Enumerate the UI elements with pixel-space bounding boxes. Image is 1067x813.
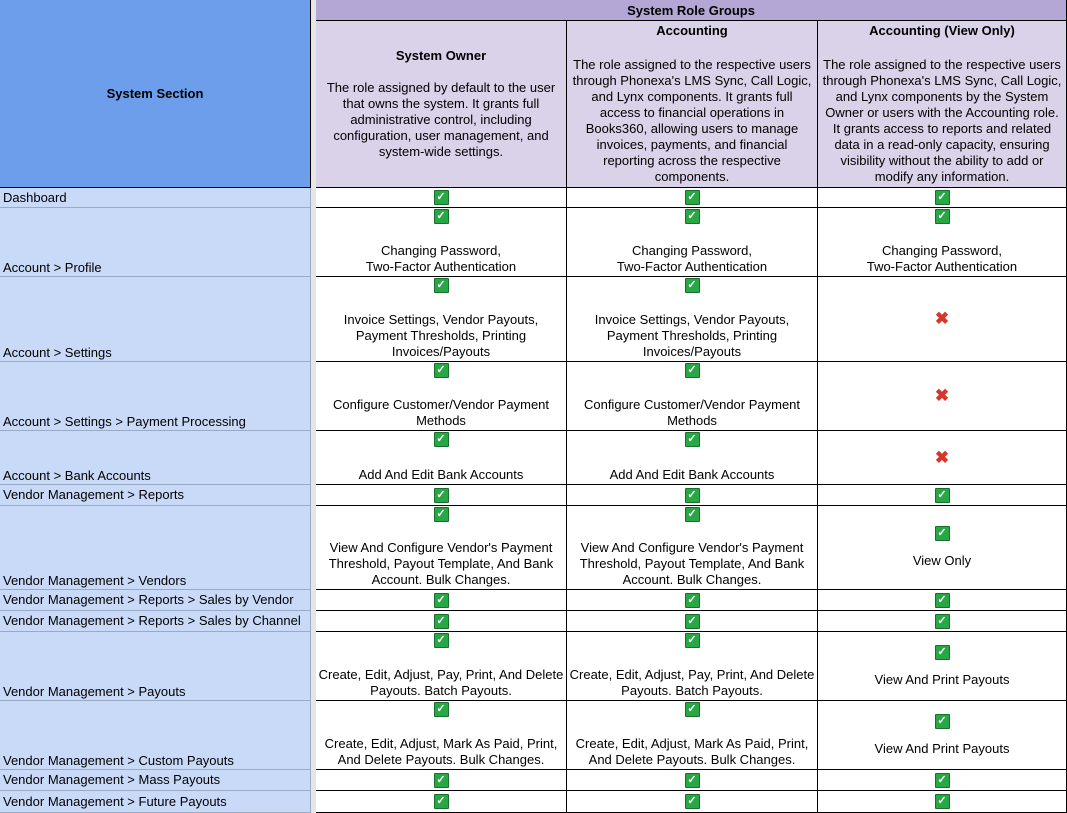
section-cell[interactable] (0, 632, 311, 701)
section-label: Vendor Management > Mass Payouts (3, 772, 221, 787)
check-icon: ✓ (434, 794, 449, 809)
permission-note: Changing Password, Two-Factor Authentication (866, 243, 1018, 274)
check-icon: ✓ (685, 488, 700, 503)
section-label: Vendor Management > Future Payouts (3, 793, 227, 809)
check-icon: ✓ (935, 209, 950, 224)
permission-note: View And Configure Vendor's Payment Threshold, Payout Template, And Bank Account. Bulk Changes. (579, 540, 805, 587)
section-cell[interactable] (0, 431, 311, 485)
permission-cell[interactable] (567, 506, 818, 590)
section-cell[interactable] (0, 791, 311, 813)
check-icon: ✓ (685, 773, 700, 788)
check-icon: ✓ (935, 488, 950, 503)
permission-cell[interactable] (567, 701, 818, 770)
check-icon: ✓ (935, 593, 950, 608)
check-icon: ✓ (434, 633, 449, 648)
permission-cell[interactable] (316, 632, 567, 701)
permission-cell[interactable] (567, 277, 818, 362)
permission-cell[interactable] (316, 277, 567, 362)
check-icon: ✓ (935, 190, 950, 205)
permission-cell[interactable] (567, 431, 818, 485)
check-icon: ✓ (434, 209, 449, 224)
check-icon: ✓ (685, 209, 700, 224)
section-label: Account > Profile (3, 260, 102, 275)
check-icon: ✓ (434, 773, 449, 788)
permission-cell[interactable] (818, 770, 1067, 791)
section-label: Vendor Management > Reports (3, 487, 185, 502)
check-icon: ✓ (935, 614, 950, 629)
permission-cell[interactable] (567, 208, 818, 277)
check-icon: ✓ (434, 593, 449, 608)
permission-cell[interactable] (316, 791, 567, 813)
permission-note: Create, Edit, Adjust, Pay, Print, And Delete Payouts. Batch Payouts. (569, 667, 815, 698)
permission-cell[interactable] (818, 188, 1067, 208)
check-icon: ✓ (434, 507, 449, 522)
permission-cell[interactable] (567, 188, 818, 208)
permission-cell[interactable] (567, 632, 818, 701)
check-icon: ✓ (685, 363, 700, 378)
section-cell[interactable] (0, 611, 311, 632)
permission-cell[interactable] (818, 632, 1067, 701)
permission-cell[interactable] (818, 208, 1067, 277)
permission-cell[interactable] (567, 611, 818, 632)
check-icon: ✓ (434, 190, 449, 205)
section-cell[interactable] (0, 188, 311, 208)
permission-cell[interactable] (567, 791, 818, 813)
header-role-accounting[interactable] (567, 21, 818, 188)
permission-note: Add And Edit Bank Accounts (358, 467, 524, 482)
section-label: Dashboard (3, 189, 67, 205)
section-cell[interactable] (0, 590, 311, 611)
check-icon: ✓ (935, 645, 950, 660)
permission-note: Changing Password, Two-Factor Authentication (365, 243, 517, 274)
permission-cell[interactable] (818, 485, 1067, 506)
check-icon: ✓ (434, 488, 449, 503)
check-icon: ✓ (935, 794, 950, 809)
section-cell[interactable] (0, 362, 311, 431)
permission-cell[interactable] (818, 277, 1067, 362)
section-label: Vendor Management > Payouts (3, 684, 186, 699)
cross-icon: ✖ (934, 386, 950, 405)
section-label: Account > Settings (3, 345, 112, 360)
permission-cell[interactable] (567, 362, 818, 431)
permission-cell[interactable] (818, 701, 1067, 770)
check-icon: ✓ (434, 614, 449, 629)
check-icon: ✓ (685, 432, 700, 447)
section-label: Account > Settings > Payment Processing (3, 414, 246, 429)
role-description: The role assigned to the respective users through Phonexa's LMS Sync, Call Logic, and Lynx components. It grants full access to financial operations in Books360, allowing users to manage invoices, payments, and financial reporting across the respective components. (572, 57, 812, 184)
section-cell[interactable] (0, 506, 311, 590)
permission-cell[interactable] (818, 431, 1067, 485)
section-label: Vendor Management > Custom Payouts (3, 753, 234, 768)
check-icon: ✓ (685, 794, 700, 809)
permission-cell[interactable] (567, 590, 818, 611)
permission-note: View And Configure Vendor's Payment Threshold, Payout Template, And Bank Account. Bulk Changes. (328, 540, 554, 587)
permission-note: Configure Customer/Vendor Payment Methods (332, 397, 550, 428)
check-icon: ✓ (935, 773, 950, 788)
permission-cell[interactable] (316, 506, 567, 590)
check-icon: ✓ (685, 190, 700, 205)
permission-note: Invoice Settings, Vendor Payouts, Payment Thresholds, Printing Invoices/Payouts (343, 312, 539, 359)
section-cell[interactable] (0, 208, 311, 277)
permission-cell[interactable] (316, 770, 567, 791)
check-icon: ✓ (935, 714, 950, 729)
check-icon: ✓ (685, 278, 700, 293)
permission-note: Create, Edit, Adjust, Mark As Paid, Print, And Delete Payouts. Bulk Changes. (575, 736, 809, 767)
permission-note: View Only (912, 553, 972, 568)
check-icon: ✓ (935, 526, 950, 541)
header-role-groups-label: System Role Groups (627, 2, 755, 18)
role-name: Accounting (656, 23, 728, 38)
permission-note: Add And Edit Bank Accounts (609, 467, 775, 482)
check-icon: ✓ (434, 432, 449, 447)
permission-cell[interactable] (316, 485, 567, 506)
permission-note: Create, Edit, Adjust, Mark As Paid, Print, And Delete Payouts. Bulk Changes. (324, 736, 558, 767)
role-name: System Owner (395, 48, 487, 63)
role-description: The role assigned to the respective users through Phonexa's LMS Sync, Call Logic, and Lynx components by the System Owner or users with the Accounting role. It grants access to reports and related data in a read-only capacity, ensuring visibility without the ability to add or modify any information. (822, 57, 1062, 184)
section-cell[interactable] (0, 770, 311, 791)
cross-icon: ✖ (934, 447, 950, 467)
check-icon: ✓ (685, 633, 700, 648)
cross-icon: ✖ (934, 309, 950, 328)
role-description: The role assigned by default to the user that owns the system. It grants full administrative control, including configuration, user management, and system-wide settings. (326, 80, 556, 159)
permission-cell[interactable] (818, 590, 1067, 611)
permission-cell[interactable] (316, 362, 567, 431)
check-icon: ✓ (685, 593, 700, 608)
permission-note: Invoice Settings, Vendor Payouts, Payment Thresholds, Printing Invoices/Payouts (594, 312, 790, 359)
header-role-accounting-view-only[interactable] (818, 21, 1067, 188)
permission-note: View And Print Payouts (874, 740, 1010, 756)
check-icon: ✓ (434, 278, 449, 293)
permission-cell[interactable] (316, 590, 567, 611)
section-label: Account > Bank Accounts (3, 468, 151, 483)
permission-note: Create, Edit, Adjust, Pay, Print, And Delete Payouts. Batch Payouts. (318, 667, 564, 698)
header-system-section[interactable] (0, 0, 311, 188)
permission-cell[interactable] (567, 770, 818, 791)
section-label: Vendor Management > Reports > Sales by Vendor (3, 592, 294, 607)
section-label: Vendor Management > Vendors (3, 573, 187, 588)
role-name: Accounting (View Only) (869, 23, 1015, 38)
header-role-groups[interactable] (316, 0, 1067, 21)
header-system-section-label: System Section (106, 86, 204, 101)
permission-cell[interactable] (567, 485, 818, 506)
section-label: Vendor Management > Reports > Sales by Channel (3, 613, 301, 628)
permission-cell[interactable] (316, 431, 567, 485)
permission-cell[interactable] (818, 611, 1067, 632)
permission-cell[interactable] (818, 506, 1067, 590)
section-cell[interactable] (0, 485, 311, 506)
permission-note: Changing Password, Two-Factor Authentication (616, 243, 768, 274)
permission-note: Configure Customer/Vendor Payment Methods (583, 397, 801, 428)
permission-cell[interactable] (818, 791, 1067, 813)
check-icon: ✓ (434, 702, 449, 717)
section-cell[interactable] (0, 277, 311, 362)
check-icon: ✓ (434, 363, 449, 378)
check-icon: ✓ (685, 614, 700, 629)
permission-note: View And Print Payouts (874, 671, 1010, 687)
check-icon: ✓ (685, 702, 700, 717)
permission-cell[interactable] (818, 362, 1067, 431)
header-role-system-owner[interactable] (316, 21, 567, 188)
permission-cell[interactable] (316, 188, 567, 208)
section-cell[interactable] (0, 701, 311, 770)
permission-cell[interactable] (316, 611, 567, 632)
permission-cell[interactable] (316, 701, 567, 770)
check-icon: ✓ (685, 507, 700, 522)
permission-cell[interactable] (316, 208, 567, 277)
